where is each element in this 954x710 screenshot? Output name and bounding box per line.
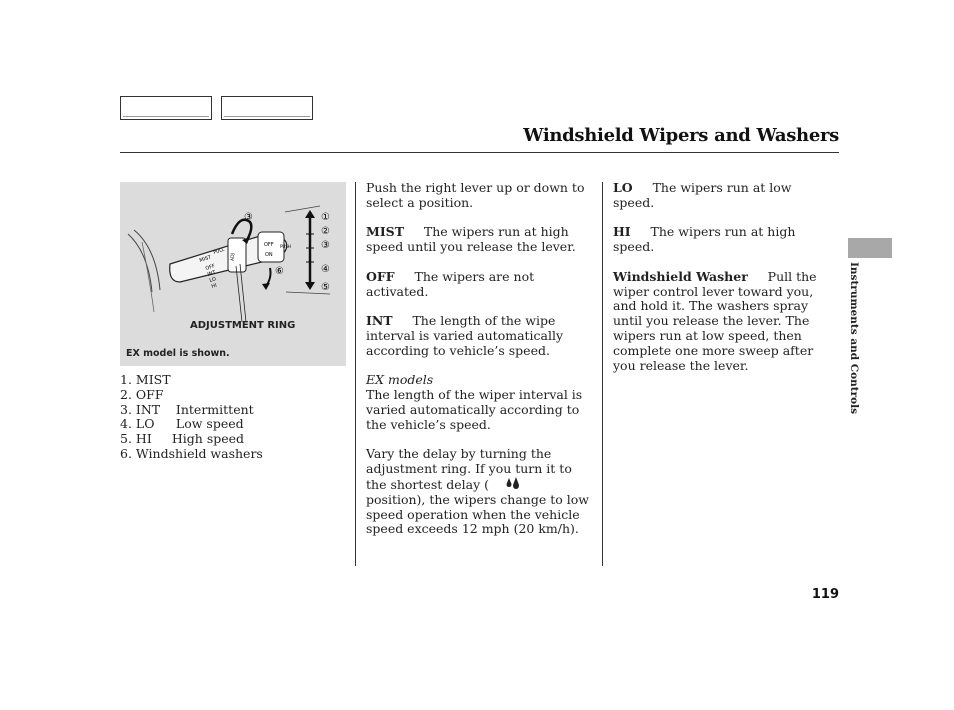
legend-item: 4. LO Low speed [120,416,244,432]
delay-paragraph: Vary the delay by turning the adjustment ring. If you turn it to the shortest delay ( position), the wipers change to low speed operation when the vehicle speed exceeds 12 mph (20 km/h). [366,446,589,537]
wiper-lever-illustration [120,182,346,366]
page-title: Windshield Wipers and Washers [523,125,839,146]
lever-mark-off-2: OFF [264,242,274,248]
ex-models-text: The length of the wiper interval is varied automatically according to the vehicle’s speed. [366,387,583,432]
lever-mark-push: PUSH [280,244,291,249]
lever-mark-on: ON [265,252,273,258]
lever-mark-hi: HI [210,282,218,290]
nav-box-right[interactable] [221,96,313,120]
column-divider-1 [355,182,356,566]
lo-paragraph: LO The wipers run at low speed. [613,180,792,210]
legend-item: 3. INT Intermittent [120,401,254,417]
lever-mark-int: INT [206,269,217,278]
column-2 [366,181,594,537]
marker-1: ① [321,212,330,223]
intro-text: Push the right lever up or down to select a position. [366,180,585,210]
wiper-lever-figure [120,182,346,366]
lever-mark-off: OFF [204,263,216,272]
section-tab[interactable] [848,238,892,258]
column-divider-2 [602,182,603,566]
header-rule [120,152,839,153]
off-paragraph: OFF The wipers are not activated. [366,268,535,299]
adjustment-ring-label: ADJUSTMENT RING [190,320,296,331]
lever-mark-pull: PULL [213,247,226,256]
section-label: Instruments and Controls [848,262,860,415]
mist-paragraph: MIST The wipers run at high speed until you release the lever. [366,224,576,255]
ex-models-heading: EX models [366,372,434,388]
position-legend [120,373,263,462]
column-3 [613,181,835,373]
hi-paragraph: HI The wipers run at high speed. [613,224,796,255]
rain-drop-icon [505,477,521,490]
nav-box-left[interactable] [120,96,212,120]
marker-3: ③ [321,240,330,251]
marker-6: ⑥ [275,266,284,277]
washer-paragraph: Windshield Washer Pull the wiper control lever toward you, and hold it. The washers spray until you release the lever. The wipers run at low speed, then complete one more sweep after you release the lever. [613,268,817,373]
marker-5: ⑤ [321,282,330,293]
lever-mark-lo: LO [208,276,217,284]
page-number: 119 [811,587,839,602]
marker-3-ring: ③ [244,212,253,223]
marker-4: ④ [321,264,330,275]
lever-mark-mist: MIST [198,254,213,264]
legend-item: 1. MIST [120,372,171,387]
legend-item: 5. HI High speed [120,431,245,447]
lever-mark-adj: ADJ [231,253,236,261]
marker-2: ② [321,226,330,237]
legend-item: 2. OFF [120,386,164,402]
legend-item: 6. Windshield washers [120,445,263,461]
figure-caption: EX model is shown. [126,348,230,359]
int-paragraph: INT The length of the wipe interval is varied automatically according to vehicle’s speed. [366,313,564,358]
